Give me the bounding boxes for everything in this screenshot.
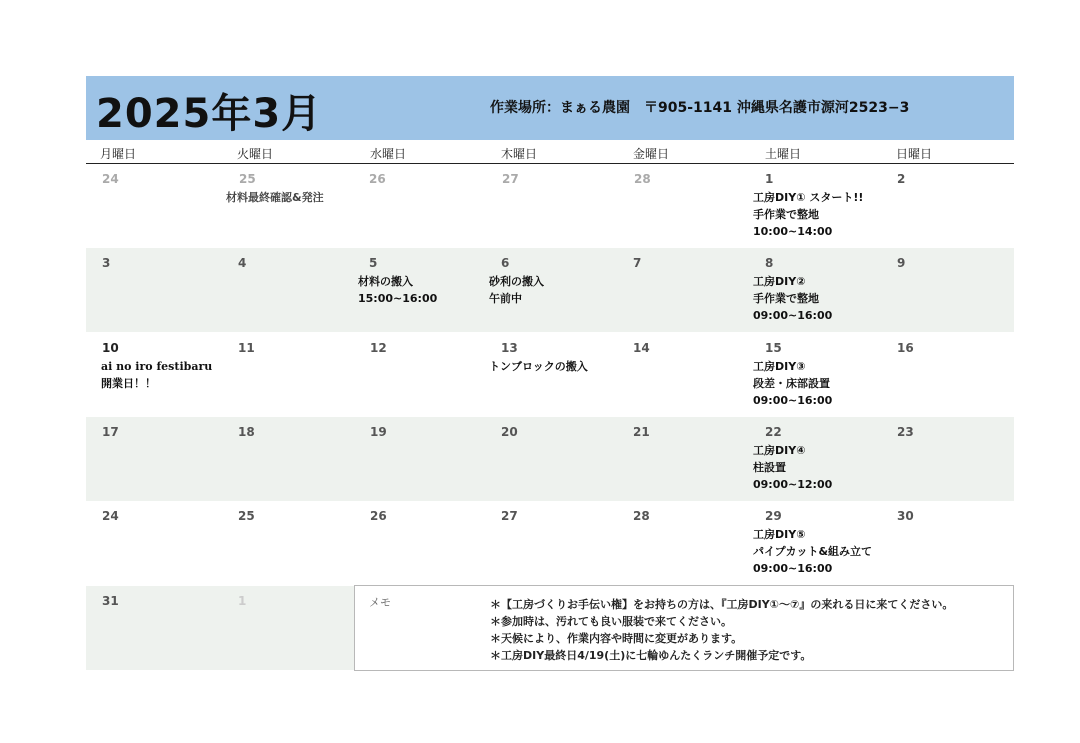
calendar-week: [86, 333, 1014, 417]
memo-line: ＊天候により、作業内容や時間に変更があります。: [490, 632, 743, 645]
day-number: 18: [238, 425, 255, 439]
day-number: 26: [370, 509, 387, 523]
event-line: 工房DIY① スタート!!: [753, 191, 864, 204]
memo-box: [354, 585, 1014, 671]
weekday-sunday: 日曜日: [896, 147, 933, 161]
event-line: 材料の搬入: [358, 275, 413, 288]
event-line: 開業日！！: [101, 377, 156, 390]
event-line: 手作業で整地: [753, 292, 819, 305]
day-number: 8: [765, 256, 774, 270]
day-number: 19: [370, 425, 387, 439]
memo-label: メモ: [369, 596, 391, 609]
day-number: 23: [897, 425, 914, 439]
day-number: 13: [501, 341, 518, 355]
day-number: 22: [765, 425, 782, 439]
day-number: 7: [633, 256, 642, 270]
day-number: 2: [897, 172, 906, 186]
memo-line: ＊【工房づくりお手伝い権】をお持ちの方は、『工房DIY①～⑦』の来れる日に来てください。: [490, 598, 954, 611]
day-number: 4: [238, 256, 247, 270]
event-line: 手作業で整地: [753, 208, 819, 221]
event-line: 工房DIY②: [753, 275, 806, 288]
day-number: 21: [633, 425, 650, 439]
day-number: 5: [369, 256, 378, 270]
event-line: 09:00~16:00: [753, 309, 833, 322]
day-number: 30: [897, 509, 914, 523]
day-number: 16: [897, 341, 914, 355]
event-line: 工房DIY⑤: [753, 528, 806, 541]
day-number: 3: [102, 256, 111, 270]
weekday-monday: 月曜日: [100, 147, 137, 161]
calendar-week: [86, 417, 1014, 501]
day-number: 26: [369, 172, 386, 186]
event-line: パイプカット&組み立て: [753, 545, 873, 558]
day-number: 27: [502, 172, 519, 186]
day-number: 25: [238, 509, 255, 523]
memo-notes: [490, 596, 953, 664]
month-title: 2025年3月: [96, 91, 323, 137]
weekday-tuesday: 火曜日: [237, 147, 274, 161]
calendar-week: [86, 586, 354, 670]
event-line: トンブロックの搬入: [489, 360, 588, 373]
work-location: 作業場所：まぁる農園 〒905-1141 沖縄県名護市源河2523−3: [490, 100, 910, 116]
day-number: 17: [102, 425, 119, 439]
day-number: 31: [102, 594, 119, 608]
calendar-header: [86, 76, 1014, 140]
event-line: 工房DIY④: [753, 444, 806, 457]
day-number: 28: [634, 172, 651, 186]
day-number: 24: [102, 509, 119, 523]
weekday-header-row: [86, 142, 1014, 164]
event-line: 15:00~16:00: [358, 292, 438, 305]
day-number: 25: [239, 172, 256, 186]
day-number: 28: [633, 509, 650, 523]
event-line: 09:00~16:00: [753, 394, 833, 407]
weekday-thursday: 木曜日: [501, 147, 538, 161]
day-number: 14: [633, 341, 650, 355]
event-line: 午前中: [489, 292, 522, 305]
weekday-friday: 金曜日: [633, 147, 670, 161]
weekday-wednesday: 水曜日: [370, 147, 407, 161]
day-number: 1: [238, 594, 247, 608]
weekday-saturday: 土曜日: [765, 147, 802, 161]
calendar-week: [86, 501, 1014, 585]
day-number: 20: [501, 425, 518, 439]
event-line: 砂利の搬入: [489, 275, 544, 288]
event-line: 09:00~12:00: [753, 478, 833, 491]
event-line: 材料最終確認&発注: [226, 191, 324, 204]
day-number: 6: [501, 256, 510, 270]
calendar-week: [86, 248, 1014, 332]
event-line: 段差・床部設置: [753, 377, 830, 390]
event-line: 09:00~16:00: [753, 562, 833, 575]
memo-line: ＊参加時は、汚れても良い服装で来てください。: [490, 615, 732, 628]
day-number: 1: [765, 172, 774, 186]
day-number: 29: [765, 509, 782, 523]
day-number: 12: [370, 341, 387, 355]
day-number: 10: [102, 341, 119, 355]
memo-line: ＊工房DIY最終日4/19(土)に七輪ゆんたくランチ開催予定です。: [490, 649, 812, 662]
event-line: 10:00~14:00: [753, 225, 833, 238]
day-number: 9: [897, 256, 906, 270]
day-number: 24: [102, 172, 119, 186]
day-number: 27: [501, 509, 518, 523]
day-number: 15: [765, 341, 782, 355]
calendar-week: [86, 164, 1014, 248]
event-line: ai no iro festibaru: [101, 360, 213, 373]
event-line: 工房DIY③: [753, 360, 806, 373]
day-number: 11: [238, 341, 255, 355]
event-line: 柱設置: [753, 461, 786, 474]
